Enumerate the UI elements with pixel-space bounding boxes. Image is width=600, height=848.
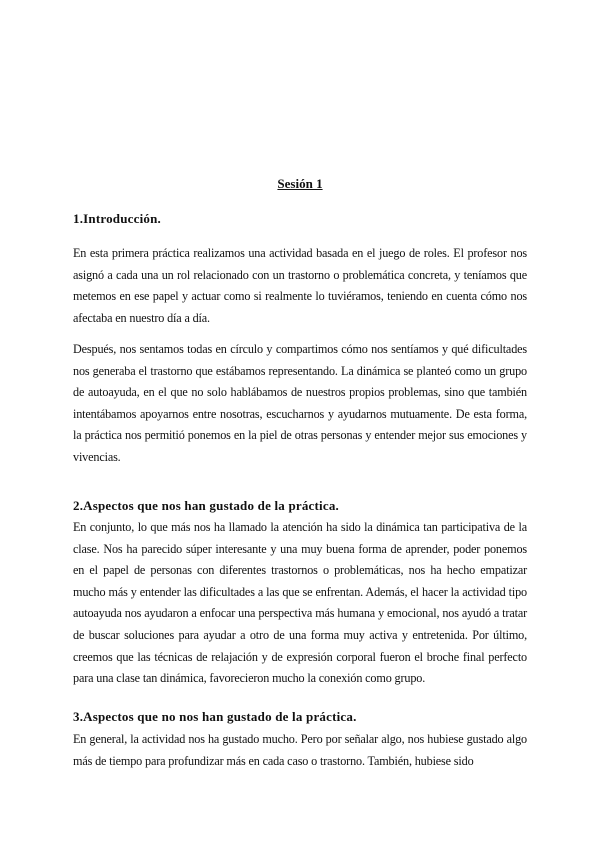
- paragraph: En esta primera práctica realizamos una actividad basada en el juego de roles. El profesor nos asignó a cada una un rol relacionado con un trastorno o problemática concreta, y teníamos que metemos en ese papel y actuar como si realmente lo tuviéramos, teniendo en cuenta cómo nos afectaba en nuestro día a día.: [73, 246, 527, 325]
- section-heading-liked-aspects: 2.Aspectos que nos han gustado de la práctica.: [73, 498, 339, 513]
- paragraph: Después, nos sentamos todas en círculo y compartimos cómo nos sentíamos y qué dificultades nos generaba el trastorno que estábamos representando. La dinámica se planteó como un grupo de autoayuda, en el que no solo hablábamos de nuestros propios problemas, sino que también intentábamos apoyarnos entre nosotras, escucharnos y ayudarnos mutuamente. De esta forma, la práctica nos permitió ponemos en la piel de otras personas y entender mejor sus emociones y vivencias.: [73, 342, 527, 464]
- paragraph: En general, la actividad nos ha gustado mucho. Pero por señalar algo, nos hubiese gustado algo más de tiempo para profundizar más en cada caso o trastorno. También, hubiese sido: [73, 732, 527, 768]
- page-title: Sesión 1: [277, 176, 323, 191]
- section-heading-introduction: 1.Introducción.: [73, 211, 161, 226]
- paragraph: En conjunto, lo que más nos ha llamado la atención ha sido la dinámica tan participativa de la clase. Nos ha parecido súper interesante y una muy buena forma de aprender, poder ponemos en el papel de personas con diferentes trastornos o problemáticas, nos ha hecho empatizar mucho más y entender las dificultades a las que se enfrentan. Además, el hacer la actividad tipo autoayuda nos ayudaron a enfocar una perspectiva más humana y emocional, nos ayudó a tratar de buscar soluciones para ayudar a otro de una forma muy activa y entretenida. Por último, creemos que las técnicas de relajación y de expresión corporal fueron el broche final perfecto para una clase tan dinámica, favorecieron mucho la conexión como grupo.: [73, 520, 527, 686]
- section-heading-disliked-aspects: 3.Aspectos que no nos han gustado de la práctica.: [73, 709, 357, 724]
